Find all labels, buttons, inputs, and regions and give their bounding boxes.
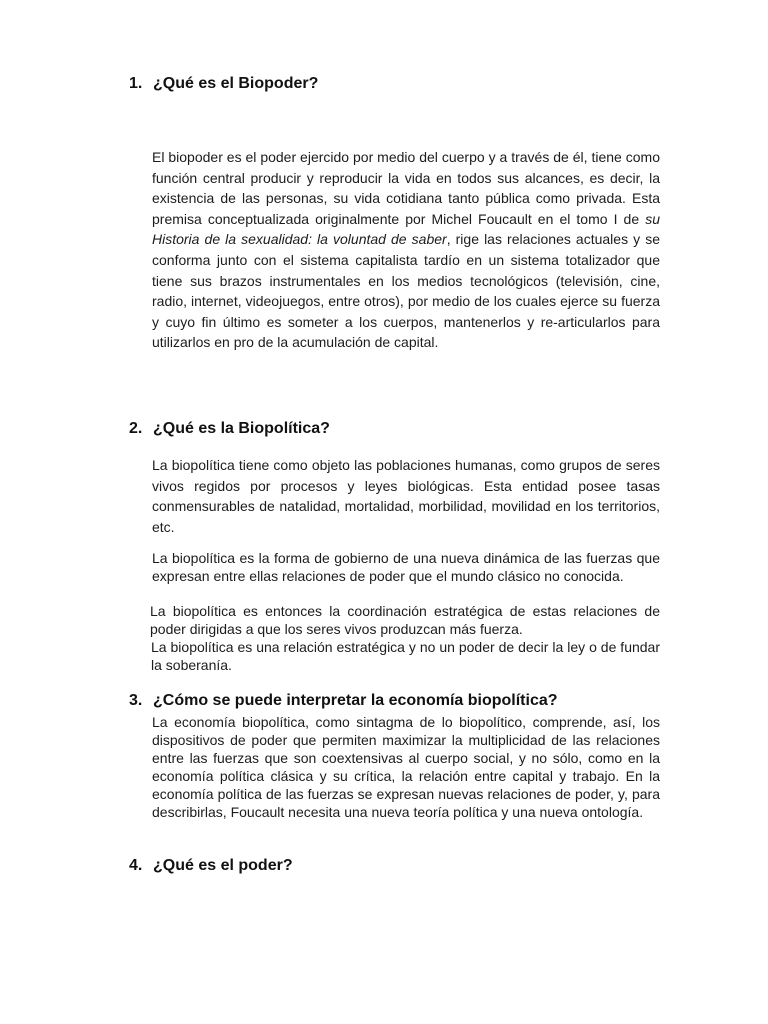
question-1-answer bbox=[152, 147, 660, 353]
question-3-number: 3. bbox=[129, 692, 143, 709]
question-2-paragraph-4: La biopolítica es una relación estratégica y no un poder de decir la ley o de fundar la soberanía. bbox=[151, 639, 660, 673]
question-4-heading bbox=[129, 857, 293, 875]
question-3-title: ¿Cómo se puede interpretar la economía biopolítica? bbox=[153, 692, 558, 709]
question-2-number: 2. bbox=[129, 420, 143, 437]
question-4-number: 4. bbox=[129, 857, 143, 874]
question-2-paragraph-3: La biopolítica es entonces la coordinación estratégica de estas relaciones de poder dirigidas a que los seres vivos produzcan más fuerza. bbox=[150, 603, 660, 637]
question-2-paragraph-1: La biopolítica tiene como objeto las poblaciones humanas, como grupos de seres vivos regidos por procesos y leyes biológicas. Esta entidad posee tasas conmensurables de natalidad, mortalidad, morbilidad, movilidad en los territorios, etc. bbox=[152, 457, 660, 535]
question-1-number: 1. bbox=[129, 75, 143, 92]
question-2-title: ¿Qué es la Biopolítica? bbox=[153, 420, 330, 437]
question-3-paragraph-1: La economía biopolítica, como sintagma de lo biopolítico, comprende, así, los dispositivos de poder que permiten maximizar la multiplicidad de las relaciones entre las fuerzas que son coextensivas al cuerpo social, y no sólo, como en la economía política clásica y su crítica, la relación entre capital y trabajo. En la economía política de las fuerzas se expresan nuevas relaciones de poder, y, para describirlas, Foucault necesita una nueva teoría política y una nueva ontología. bbox=[152, 714, 660, 821]
book-title: su Historia de la sexualidad: la voluntad de saber bbox=[152, 210, 660, 248]
question-2-paragraph-2: La biopolítica es la forma de gobierno de una nueva dinámica de las fuerzas que expresan entre ellas relaciones de poder que el mundo clásico no conocida. bbox=[152, 550, 660, 584]
question-1-title: ¿Qué es el Biopoder? bbox=[153, 75, 319, 92]
question-1-heading bbox=[129, 75, 318, 93]
question-3-heading bbox=[129, 692, 558, 710]
question-4-title: ¿Qué es el poder? bbox=[153, 857, 293, 874]
question-2-heading bbox=[129, 420, 330, 438]
question-1-answer-text-a: El biopoder es el poder ejercido por medio del cuerpo y a través de él, tiene como función central producir y reproducir la vida en todos sus alcances, es decir, la existencia de las personas, su vida cotidiana tanto pública como privada. Esta premisa conceptualizada originalmente por Michel Foucault en el tomo I de bbox=[152, 149, 660, 227]
question-1-answer-text-b: , rige las relaciones actuales y se conforma junto con el sistema capitalista tardío en un sistema totalizador que tiene sus brazos instrumentales en los medios tecnológicos (televisión, cine, radio, internet, videojuegos, entre otros), por medio de los cuales ejerce su fuerza y cuyo fin último es someter a los cuerpos, mantenerlos y re-articularlos para utilizarlos en pro de la acumulación de capital. bbox=[152, 231, 660, 351]
